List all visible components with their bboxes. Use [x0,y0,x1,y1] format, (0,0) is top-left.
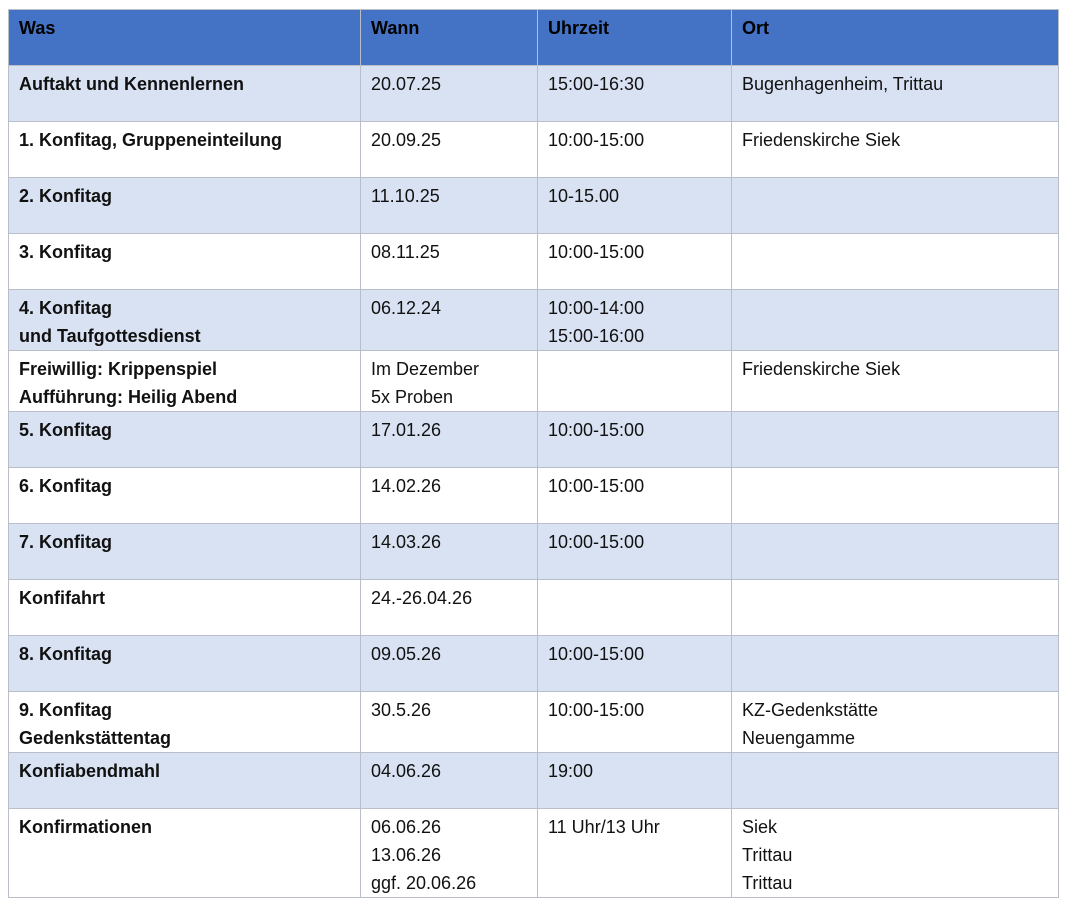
table-row [9,468,1059,524]
cell-ort [732,636,1059,692]
cell-was-line: Konfirmationen [19,817,152,837]
cell-ort [732,809,1059,898]
cell-ort [732,753,1059,809]
table-row [9,580,1059,636]
cell-uhrzeit-line: 10:00-15:00 [548,420,645,440]
cell-ort-line: Neuengamme [742,728,856,748]
cell-ort-line: Trittau [742,845,793,865]
cell-uhrzeit [538,809,732,898]
cell-was-line: 9. Konfitag [19,700,112,720]
table-row [9,809,1059,898]
cell-wann-line: 06.12.24 [371,298,442,318]
header-wann: Wann [361,10,538,66]
cell-wann-line: 20.09.25 [371,130,442,150]
cell-ort [732,412,1059,468]
cell-was [9,412,361,468]
cell-was [9,290,361,351]
table-row [9,66,1059,122]
cell-ort-line: Friedenskirche Siek [742,130,901,150]
cell-was-line: 6. Konfitag [19,476,112,496]
cell-wann [361,580,538,636]
table-row [9,636,1059,692]
cell-was [9,524,361,580]
cell-was [9,234,361,290]
cell-uhrzeit [538,753,732,809]
table-row [9,692,1059,753]
cell-uhrzeit [538,351,732,412]
cell-uhrzeit [538,692,732,753]
cell-ort-line: KZ-Gedenkstätte [742,700,879,720]
cell-was-line: 2. Konfitag [19,186,112,206]
cell-was [9,468,361,524]
cell-uhrzeit [538,580,732,636]
cell-uhrzeit-line: 10:00-14:00 [548,298,645,318]
cell-wann-line: 14.03.26 [371,532,442,552]
cell-ort [732,351,1059,412]
cell-wann-line: 17.01.26 [371,420,442,440]
cell-ort [732,692,1059,753]
cell-was-line: 3. Konfitag [19,242,112,262]
cell-was [9,178,361,234]
cell-wann-line: 20.07.25 [371,74,442,94]
cell-was-line: und Taufgottesdienst [19,326,201,346]
cell-wann-line: 30.5.26 [371,700,432,720]
cell-was-line: 7. Konfitag [19,532,112,552]
cell-was [9,580,361,636]
cell-uhrzeit-line: 10:00-15:00 [548,130,645,150]
cell-was-line: Auftakt und Kennenlernen [19,74,245,94]
cell-wann [361,636,538,692]
cell-ort-line: Siek [742,817,778,837]
cell-was [9,122,361,178]
cell-uhrzeit-line: 19:00 [548,761,594,781]
cell-ort [732,234,1059,290]
cell-wann [361,524,538,580]
schedule-table [8,9,1059,898]
cell-was-line: 5. Konfitag [19,420,112,440]
cell-ort-line: Trittau [742,873,793,893]
cell-wann [361,290,538,351]
cell-was-line: 1. Konfitag, Gruppeneinteilung [19,130,282,150]
cell-uhrzeit-line: 10:00-15:00 [548,700,645,720]
cell-wann-line: 24.-26.04.26 [371,588,473,608]
cell-wann-line: 13.06.26 [371,845,442,865]
cell-wann-line: 06.06.26 [371,817,442,837]
cell-was [9,636,361,692]
cell-wann-line: 5x Proben [371,387,454,407]
cell-wann-line: 14.02.26 [371,476,442,496]
table-row [9,753,1059,809]
cell-ort-line: Bugenhagenheim, Trittau [742,74,944,94]
cell-uhrzeit-line: 15:00-16:00 [548,326,645,346]
cell-ort [732,290,1059,351]
cell-wann [361,234,538,290]
cell-uhrzeit [538,412,732,468]
header-was: Was [9,10,361,66]
cell-uhrzeit [538,524,732,580]
cell-was [9,753,361,809]
cell-wann [361,809,538,898]
cell-wann-line: 08.11.25 [371,242,440,262]
cell-uhrzeit-line: 11 Uhr/13 Uhr [548,817,660,837]
cell-was [9,351,361,412]
cell-ort [732,580,1059,636]
cell-uhrzeit [538,636,732,692]
cell-uhrzeit-line: 15:00-16:30 [548,74,645,94]
cell-uhrzeit-line: 10:00-15:00 [548,644,645,664]
cell-wann [361,753,538,809]
cell-wann-line: Im Dezember [371,359,480,379]
cell-uhrzeit [538,178,732,234]
cell-uhrzeit-line: 10:00-15:00 [548,532,645,552]
table-row [9,524,1059,580]
cell-was-line: Aufführung: Heilig Abend [19,387,238,407]
cell-was-line: Gedenkstättentag [19,728,172,748]
header-row [9,10,1059,66]
schedule-body [9,66,1059,898]
cell-ort [732,66,1059,122]
table-row [9,122,1059,178]
cell-was [9,66,361,122]
cell-wann [361,351,538,412]
cell-wann [361,692,538,753]
table-row [9,290,1059,351]
cell-uhrzeit-line: 10-15.00 [548,186,620,206]
cell-wann [361,122,538,178]
cell-uhrzeit-line: 10:00-15:00 [548,242,645,262]
cell-was [9,809,361,898]
table-row [9,412,1059,468]
cell-ort-line: Friedenskirche Siek [742,359,901,379]
cell-uhrzeit-line: 10:00-15:00 [548,476,645,496]
cell-ort [732,178,1059,234]
cell-uhrzeit [538,66,732,122]
header-uhrzeit: Uhrzeit [538,10,732,66]
cell-wann-line: ggf. 20.06.26 [371,873,477,893]
cell-was [9,692,361,753]
cell-uhrzeit [538,290,732,351]
cell-ort [732,524,1059,580]
cell-wann [361,412,538,468]
cell-uhrzeit [538,122,732,178]
cell-wann [361,468,538,524]
cell-was-line: Konfiabendmahl [19,761,161,781]
header-ort: Ort [732,10,1059,66]
cell-was-line: Konfifahrt [19,588,105,608]
cell-wann-line: 11.10.25 [371,186,440,206]
cell-uhrzeit [538,468,732,524]
cell-wann [361,66,538,122]
table-row [9,351,1059,412]
cell-was-line: 8. Konfitag [19,644,112,664]
cell-ort [732,122,1059,178]
cell-ort [732,468,1059,524]
table-row [9,234,1059,290]
cell-uhrzeit [538,234,732,290]
cell-wann-line: 04.06.26 [371,761,442,781]
cell-wann [361,178,538,234]
cell-was-line: 4. Konfitag [19,298,112,318]
cell-was-line: Freiwillig: Krippenspiel [19,359,218,379]
table-row [9,178,1059,234]
cell-wann-line: 09.05.26 [371,644,442,664]
